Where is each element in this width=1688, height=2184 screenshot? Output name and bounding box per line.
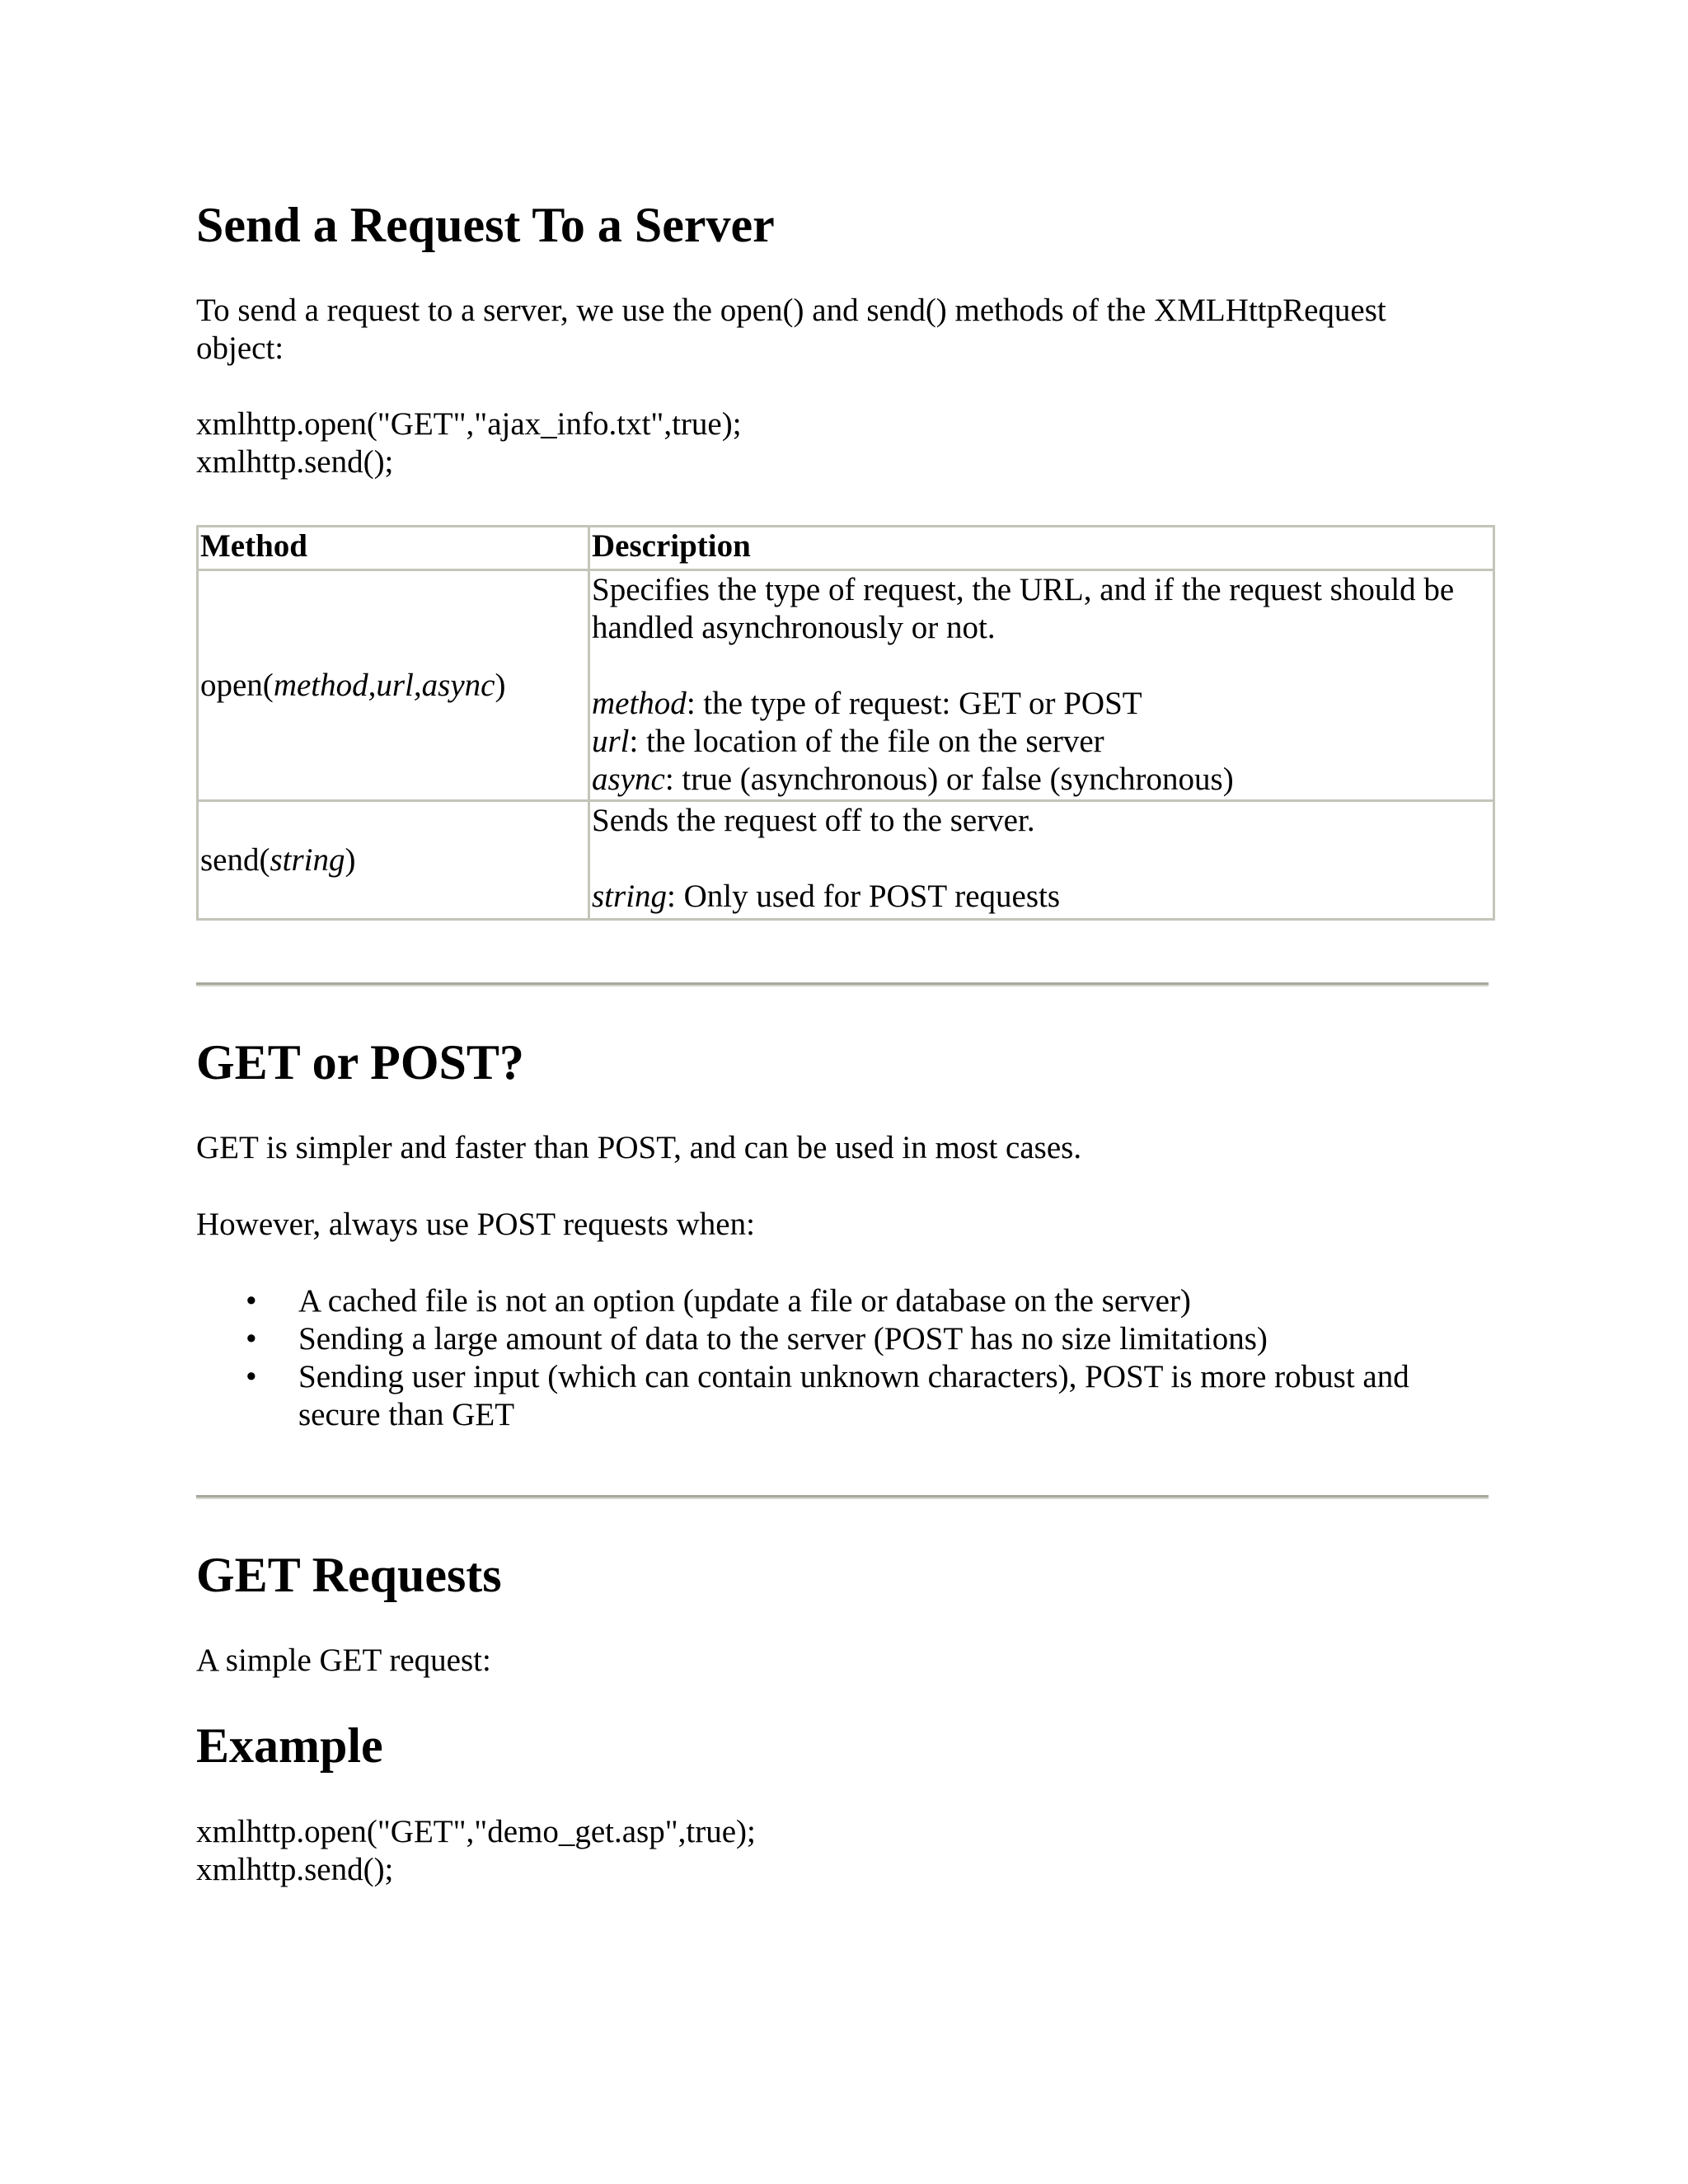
intro-line-2: object: [196,330,284,366]
paragraph-get-simpler: GET is simpler and faster than POST, and can be used in most cases. [196,1130,1082,1165]
code-line-open: xmlhttp.open("GET","ajax_info.txt",true); [196,406,742,442]
method-close: ) [345,841,356,878]
table-header-description: Description [589,527,1494,570]
table-row [198,801,1494,920]
param-text: : the type of request: GET or POST [686,686,1142,721]
method-args: string [270,841,345,878]
param-line-string [592,878,1491,916]
methods-table [196,525,1495,921]
list-item: • Sending a large amount of data to the server (POST has no size limitations) [246,1321,1268,1357]
description-cell-send [589,801,1494,920]
list-item: • Sending user input (which can contain unknown characters), POST is more robust and secure than GET [246,1359,1409,1432]
horizontal-rule [196,982,1489,987]
table-header-row [198,527,1494,570]
param-text: : the location of the file on the server [629,724,1104,759]
method-close: ) [495,667,506,703]
heading-send-request: Send a Request To a Server [196,198,775,252]
method-name: open( [200,667,274,703]
description-line: Sends the request off to the server. [592,803,1035,838]
description-cell-open [589,570,1494,801]
param-line-method [592,685,1491,723]
method-cell-send [198,801,589,920]
param-name: method [592,686,687,721]
post-usage-list [196,1282,1490,1434]
param-line-async [592,761,1491,799]
param-name: url [592,724,630,759]
intro-line-1: To send a request to a server, we use the open() and send() methods of the XMLHttpRequest [196,293,1386,328]
method-args: method,url,async [273,667,495,703]
method-name: send( [200,841,270,878]
table-header-method: Method [198,527,589,570]
description-line: Specifies the type of request, the URL, and if the request should be [592,572,1455,607]
description-line: handled asynchronously or not. [592,610,996,645]
code-line-open: xmlhttp.open("GET","demo_get.asp",true); [196,1814,756,1849]
bullet-icon: • [246,1321,257,1357]
heading-get-or-post: GET or POST? [196,1035,524,1090]
bullet-icon: • [246,1283,257,1319]
heading-get-requests: GET Requests [196,1548,502,1602]
paragraph-post-when: However, always use POST requests when: [196,1207,755,1242]
table-row [198,570,1494,801]
heading-example: Example [196,1718,383,1773]
bullet-icon: • [246,1359,257,1394]
param-line-url [592,723,1491,761]
list-item: • A cached file is not an option (update a file or database on the server) [246,1283,1191,1319]
param-name: string [592,879,668,914]
param-text: : true (asynchronous) or false (synchronous) [664,762,1234,797]
code-line-send: xmlhttp.send(); [196,444,394,480]
param-name: async [592,762,665,797]
code-line-send: xmlhttp.send(); [196,1852,394,1887]
param-text: : Only used for POST requests [667,879,1061,914]
paragraph-simple-get: A simple GET request: [196,1643,491,1678]
horizontal-rule [196,1495,1489,1499]
method-cell-open [198,570,589,801]
